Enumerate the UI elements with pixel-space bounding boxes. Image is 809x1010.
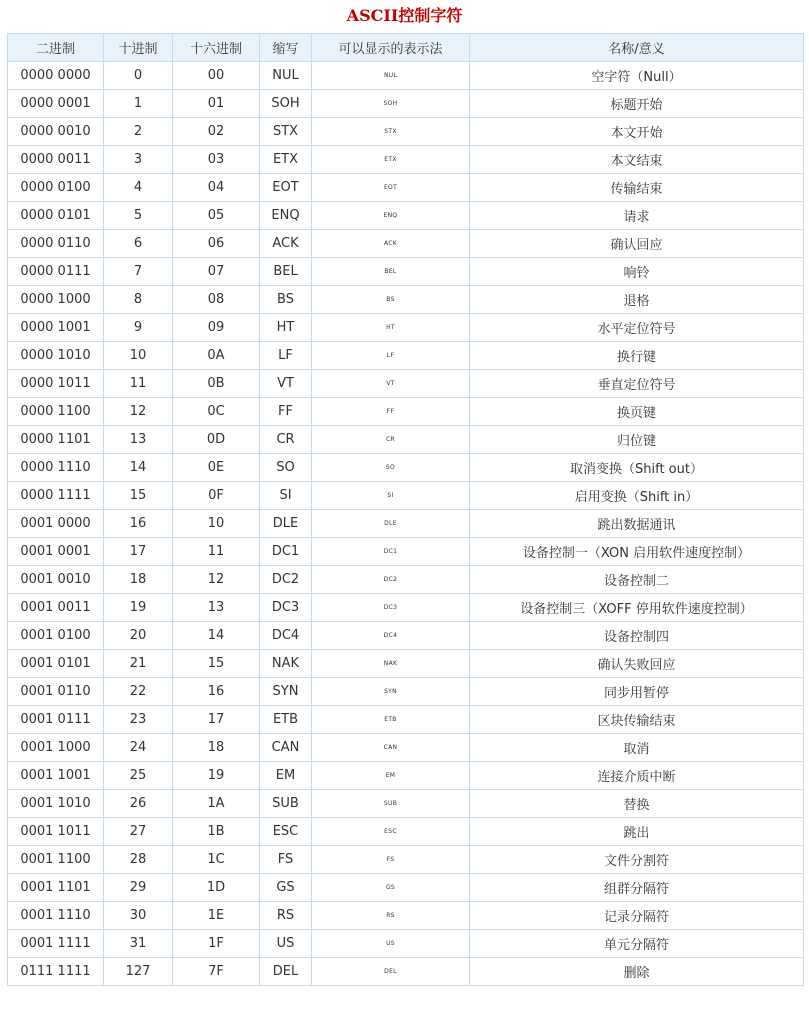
cell-abbr: STX bbox=[260, 118, 312, 146]
table-row bbox=[8, 426, 804, 454]
cell-hex: 00 bbox=[173, 62, 260, 90]
cell-binary: 0000 1001 bbox=[8, 314, 104, 342]
cell-decimal: 6 bbox=[104, 230, 173, 258]
cell-name: 组群分隔符 bbox=[470, 874, 804, 902]
cell-decimal: 8 bbox=[104, 286, 173, 314]
cell-decimal: 9 bbox=[104, 314, 173, 342]
table-row bbox=[8, 90, 804, 118]
table-row bbox=[8, 594, 804, 622]
table-row bbox=[8, 818, 804, 846]
table-row bbox=[8, 930, 804, 958]
cell-abbr: SYN bbox=[260, 678, 312, 706]
cell-hex: 17 bbox=[173, 706, 260, 734]
cell-binary: 0111 1111 bbox=[8, 958, 104, 986]
cell-name: 水平定位符号 bbox=[470, 314, 804, 342]
table-row bbox=[8, 846, 804, 874]
cell-binary: 0001 1000 bbox=[8, 734, 104, 762]
cell-decimal: 13 bbox=[104, 426, 173, 454]
cell-display-symbol: CR bbox=[312, 426, 470, 454]
cell-decimal: 26 bbox=[104, 790, 173, 818]
table-row bbox=[8, 118, 804, 146]
cell-name: 设备控制四 bbox=[470, 622, 804, 650]
cell-name: 传输结束 bbox=[470, 174, 804, 202]
cell-name: 启用变换（Shift in） bbox=[470, 482, 804, 510]
cell-abbr: VT bbox=[260, 370, 312, 398]
cell-decimal: 2 bbox=[104, 118, 173, 146]
cell-display-symbol: BS bbox=[312, 286, 470, 314]
cell-abbr: NAK bbox=[260, 650, 312, 678]
table-row bbox=[8, 342, 804, 370]
cell-abbr: EOT bbox=[260, 174, 312, 202]
cell-binary: 0000 0111 bbox=[8, 258, 104, 286]
cell-abbr: CR bbox=[260, 426, 312, 454]
cell-binary: 0000 0010 bbox=[8, 118, 104, 146]
cell-decimal: 0 bbox=[104, 62, 173, 90]
cell-hex: 06 bbox=[173, 230, 260, 258]
cell-decimal: 17 bbox=[104, 538, 173, 566]
cell-hex: 7F bbox=[173, 958, 260, 986]
cell-display-symbol: EM bbox=[312, 762, 470, 790]
cell-display-symbol: RS bbox=[312, 902, 470, 930]
cell-name: 换页键 bbox=[470, 398, 804, 426]
cell-decimal: 19 bbox=[104, 594, 173, 622]
cell-binary: 0001 0110 bbox=[8, 678, 104, 706]
cell-name: 设备控制二 bbox=[470, 566, 804, 594]
cell-display-symbol: SI bbox=[312, 482, 470, 510]
cell-hex: 0B bbox=[173, 370, 260, 398]
cell-hex: 1F bbox=[173, 930, 260, 958]
cell-abbr: GS bbox=[260, 874, 312, 902]
cell-binary: 0000 1111 bbox=[8, 482, 104, 510]
cell-hex: 08 bbox=[173, 286, 260, 314]
cell-binary: 0001 0111 bbox=[8, 706, 104, 734]
cell-name: 标题开始 bbox=[470, 90, 804, 118]
header-name-meaning: 名称/意义 bbox=[470, 34, 804, 62]
table-header bbox=[8, 34, 804, 62]
cell-abbr: DLE bbox=[260, 510, 312, 538]
cell-hex: 0D bbox=[173, 426, 260, 454]
cell-hex: 0E bbox=[173, 454, 260, 482]
cell-abbr: LF bbox=[260, 342, 312, 370]
cell-display-symbol: DC4 bbox=[312, 622, 470, 650]
table-row bbox=[8, 790, 804, 818]
cell-name: 取消变换（Shift out） bbox=[470, 454, 804, 482]
cell-decimal: 12 bbox=[104, 398, 173, 426]
cell-abbr: DC4 bbox=[260, 622, 312, 650]
cell-hex: 1C bbox=[173, 846, 260, 874]
cell-binary: 0001 0000 bbox=[8, 510, 104, 538]
cell-abbr: SI bbox=[260, 482, 312, 510]
table-row bbox=[8, 202, 804, 230]
cell-decimal: 29 bbox=[104, 874, 173, 902]
cell-binary: 0000 1100 bbox=[8, 398, 104, 426]
cell-binary: 0001 1110 bbox=[8, 902, 104, 930]
cell-decimal: 5 bbox=[104, 202, 173, 230]
cell-hex: 13 bbox=[173, 594, 260, 622]
cell-name: 取消 bbox=[470, 734, 804, 762]
header-hex: 十六进制 bbox=[173, 34, 260, 62]
cell-decimal: 25 bbox=[104, 762, 173, 790]
cell-name: 设备控制三（XOFF 停用软件速度控制） bbox=[470, 594, 804, 622]
header-binary: 二进制 bbox=[8, 34, 104, 62]
cell-decimal: 11 bbox=[104, 370, 173, 398]
cell-hex: 02 bbox=[173, 118, 260, 146]
cell-hex: 1A bbox=[173, 790, 260, 818]
cell-decimal: 3 bbox=[104, 146, 173, 174]
cell-decimal: 28 bbox=[104, 846, 173, 874]
cell-binary: 0000 0000 bbox=[8, 62, 104, 90]
cell-decimal: 16 bbox=[104, 510, 173, 538]
cell-binary: 0000 1011 bbox=[8, 370, 104, 398]
cell-abbr: CAN bbox=[260, 734, 312, 762]
cell-name: 确认失败回应 bbox=[470, 650, 804, 678]
cell-display-symbol: FF bbox=[312, 398, 470, 426]
cell-abbr: SOH bbox=[260, 90, 312, 118]
table-row bbox=[8, 230, 804, 258]
cell-hex: 1D bbox=[173, 874, 260, 902]
cell-decimal: 22 bbox=[104, 678, 173, 706]
cell-display-symbol: STX bbox=[312, 118, 470, 146]
cell-abbr: SO bbox=[260, 454, 312, 482]
cell-name: 跳出数据通讯 bbox=[470, 510, 804, 538]
cell-abbr: ETX bbox=[260, 146, 312, 174]
cell-hex: 09 bbox=[173, 314, 260, 342]
cell-hex: 05 bbox=[173, 202, 260, 230]
cell-abbr: ESC bbox=[260, 818, 312, 846]
cell-decimal: 20 bbox=[104, 622, 173, 650]
header-abbr: 缩写 bbox=[260, 34, 312, 62]
table-body bbox=[8, 62, 804, 986]
cell-name: 记录分隔符 bbox=[470, 902, 804, 930]
table-row bbox=[8, 482, 804, 510]
cell-hex: 12 bbox=[173, 566, 260, 594]
table-row bbox=[8, 258, 804, 286]
table-row bbox=[8, 566, 804, 594]
cell-name: 响铃 bbox=[470, 258, 804, 286]
cell-decimal: 14 bbox=[104, 454, 173, 482]
cell-binary: 0001 1011 bbox=[8, 818, 104, 846]
cell-name: 删除 bbox=[470, 958, 804, 986]
cell-hex: 07 bbox=[173, 258, 260, 286]
cell-display-symbol: LF bbox=[312, 342, 470, 370]
cell-binary: 0001 1111 bbox=[8, 930, 104, 958]
cell-name: 退格 bbox=[470, 286, 804, 314]
cell-name: 本文开始 bbox=[470, 118, 804, 146]
cell-display-symbol: DC3 bbox=[312, 594, 470, 622]
table-row bbox=[8, 174, 804, 202]
cell-abbr: FF bbox=[260, 398, 312, 426]
cell-hex: 10 bbox=[173, 510, 260, 538]
cell-display-symbol: EOT bbox=[312, 174, 470, 202]
cell-abbr: DEL bbox=[260, 958, 312, 986]
header-display-symbol: 可以显示的表示法 bbox=[312, 34, 470, 62]
cell-decimal: 4 bbox=[104, 174, 173, 202]
cell-display-symbol: GS bbox=[312, 874, 470, 902]
cell-hex: 03 bbox=[173, 146, 260, 174]
cell-display-symbol: SO bbox=[312, 454, 470, 482]
cell-name: 同步用暂停 bbox=[470, 678, 804, 706]
cell-binary: 0001 0100 bbox=[8, 622, 104, 650]
cell-binary: 0000 0101 bbox=[8, 202, 104, 230]
cell-display-symbol: SYN bbox=[312, 678, 470, 706]
cell-hex: 04 bbox=[173, 174, 260, 202]
cell-display-symbol: FS bbox=[312, 846, 470, 874]
cell-name: 单元分隔符 bbox=[470, 930, 804, 958]
cell-hex: 16 bbox=[173, 678, 260, 706]
cell-decimal: 10 bbox=[104, 342, 173, 370]
cell-hex: 1B bbox=[173, 818, 260, 846]
cell-name: 确认回应 bbox=[470, 230, 804, 258]
cell-abbr: ETB bbox=[260, 706, 312, 734]
table-row bbox=[8, 510, 804, 538]
cell-binary: 0001 1001 bbox=[8, 762, 104, 790]
cell-abbr: EM bbox=[260, 762, 312, 790]
cell-name: 换行键 bbox=[470, 342, 804, 370]
cell-abbr: DC3 bbox=[260, 594, 312, 622]
cell-display-symbol: US bbox=[312, 930, 470, 958]
cell-display-symbol: CAN bbox=[312, 734, 470, 762]
table-row bbox=[8, 902, 804, 930]
cell-name: 请求 bbox=[470, 202, 804, 230]
table-row bbox=[8, 622, 804, 650]
cell-hex: 15 bbox=[173, 650, 260, 678]
cell-name: 设备控制一（XON 启用软件速度控制） bbox=[470, 538, 804, 566]
cell-name: 替换 bbox=[470, 790, 804, 818]
table-row bbox=[8, 762, 804, 790]
cell-hex: 01 bbox=[173, 90, 260, 118]
table-row bbox=[8, 314, 804, 342]
cell-binary: 0001 0010 bbox=[8, 566, 104, 594]
cell-display-symbol: SOH bbox=[312, 90, 470, 118]
cell-display-symbol: ENQ bbox=[312, 202, 470, 230]
cell-display-symbol: BEL bbox=[312, 258, 470, 286]
cell-name: 垂直定位符号 bbox=[470, 370, 804, 398]
cell-name: 跳出 bbox=[470, 818, 804, 846]
cell-binary: 0000 1110 bbox=[8, 454, 104, 482]
cell-abbr: FS bbox=[260, 846, 312, 874]
cell-decimal: 24 bbox=[104, 734, 173, 762]
cell-decimal: 27 bbox=[104, 818, 173, 846]
header-decimal: 十进制 bbox=[104, 34, 173, 62]
cell-decimal: 30 bbox=[104, 902, 173, 930]
cell-display-symbol: DC2 bbox=[312, 566, 470, 594]
table-row bbox=[8, 958, 804, 986]
cell-decimal: 31 bbox=[104, 930, 173, 958]
table-row bbox=[8, 370, 804, 398]
cell-decimal: 21 bbox=[104, 650, 173, 678]
cell-abbr: NUL bbox=[260, 62, 312, 90]
cell-name: 空字符（Null） bbox=[470, 62, 804, 90]
cell-binary: 0000 0001 bbox=[8, 90, 104, 118]
cell-binary: 0001 0101 bbox=[8, 650, 104, 678]
cell-binary: 0001 1101 bbox=[8, 874, 104, 902]
table-row bbox=[8, 650, 804, 678]
table-row bbox=[8, 706, 804, 734]
cell-binary: 0000 1010 bbox=[8, 342, 104, 370]
cell-binary: 0001 0011 bbox=[8, 594, 104, 622]
cell-display-symbol: DEL bbox=[312, 958, 470, 986]
cell-display-symbol: ETX bbox=[312, 146, 470, 174]
cell-binary: 0000 1101 bbox=[8, 426, 104, 454]
cell-abbr: BEL bbox=[260, 258, 312, 286]
cell-name: 区块传输结束 bbox=[470, 706, 804, 734]
cell-abbr: HT bbox=[260, 314, 312, 342]
cell-binary: 0001 0001 bbox=[8, 538, 104, 566]
cell-display-symbol: DLE bbox=[312, 510, 470, 538]
cell-hex: 0F bbox=[173, 482, 260, 510]
cell-display-symbol: ACK bbox=[312, 230, 470, 258]
cell-display-symbol: NAK bbox=[312, 650, 470, 678]
table-row bbox=[8, 538, 804, 566]
cell-decimal: 127 bbox=[104, 958, 173, 986]
page-title: ASCII控制字符 bbox=[346, 6, 463, 25]
cell-display-symbol: NUL bbox=[312, 62, 470, 90]
cell-abbr: ENQ bbox=[260, 202, 312, 230]
header-row bbox=[8, 34, 804, 62]
cell-hex: 1E bbox=[173, 902, 260, 930]
cell-decimal: 1 bbox=[104, 90, 173, 118]
cell-binary: 0001 1100 bbox=[8, 846, 104, 874]
ascii-control-table bbox=[7, 33, 804, 986]
cell-abbr: SUB bbox=[260, 790, 312, 818]
table-row bbox=[8, 146, 804, 174]
cell-display-symbol: HT bbox=[312, 314, 470, 342]
cell-binary: 0000 1000 bbox=[8, 286, 104, 314]
cell-name: 归位键 bbox=[470, 426, 804, 454]
cell-name: 连接介质中断 bbox=[470, 762, 804, 790]
cell-display-symbol: VT bbox=[312, 370, 470, 398]
cell-abbr: DC2 bbox=[260, 566, 312, 594]
cell-abbr: US bbox=[260, 930, 312, 958]
cell-abbr: DC1 bbox=[260, 538, 312, 566]
cell-binary: 0000 0110 bbox=[8, 230, 104, 258]
cell-hex: 0C bbox=[173, 398, 260, 426]
table-row bbox=[8, 678, 804, 706]
cell-display-symbol: ETB bbox=[312, 706, 470, 734]
table-row bbox=[8, 286, 804, 314]
cell-binary: 0000 0011 bbox=[8, 146, 104, 174]
cell-hex: 11 bbox=[173, 538, 260, 566]
cell-binary: 0001 1010 bbox=[8, 790, 104, 818]
cell-decimal: 15 bbox=[104, 482, 173, 510]
cell-hex: 18 bbox=[173, 734, 260, 762]
table-row bbox=[8, 734, 804, 762]
cell-display-symbol: DC1 bbox=[312, 538, 470, 566]
cell-abbr: RS bbox=[260, 902, 312, 930]
cell-hex: 0A bbox=[173, 342, 260, 370]
cell-name: 本文结束 bbox=[470, 146, 804, 174]
cell-decimal: 7 bbox=[104, 258, 173, 286]
cell-decimal: 18 bbox=[104, 566, 173, 594]
cell-display-symbol: SUB bbox=[312, 790, 470, 818]
table-row bbox=[8, 454, 804, 482]
cell-name: 文件分割符 bbox=[470, 846, 804, 874]
cell-hex: 19 bbox=[173, 762, 260, 790]
cell-abbr: ACK bbox=[260, 230, 312, 258]
table-row bbox=[8, 398, 804, 426]
cell-display-symbol: ESC bbox=[312, 818, 470, 846]
table-row bbox=[8, 874, 804, 902]
cell-decimal: 23 bbox=[104, 706, 173, 734]
table-row bbox=[8, 62, 804, 90]
cell-abbr: BS bbox=[260, 286, 312, 314]
cell-hex: 14 bbox=[173, 622, 260, 650]
cell-binary: 0000 0100 bbox=[8, 174, 104, 202]
